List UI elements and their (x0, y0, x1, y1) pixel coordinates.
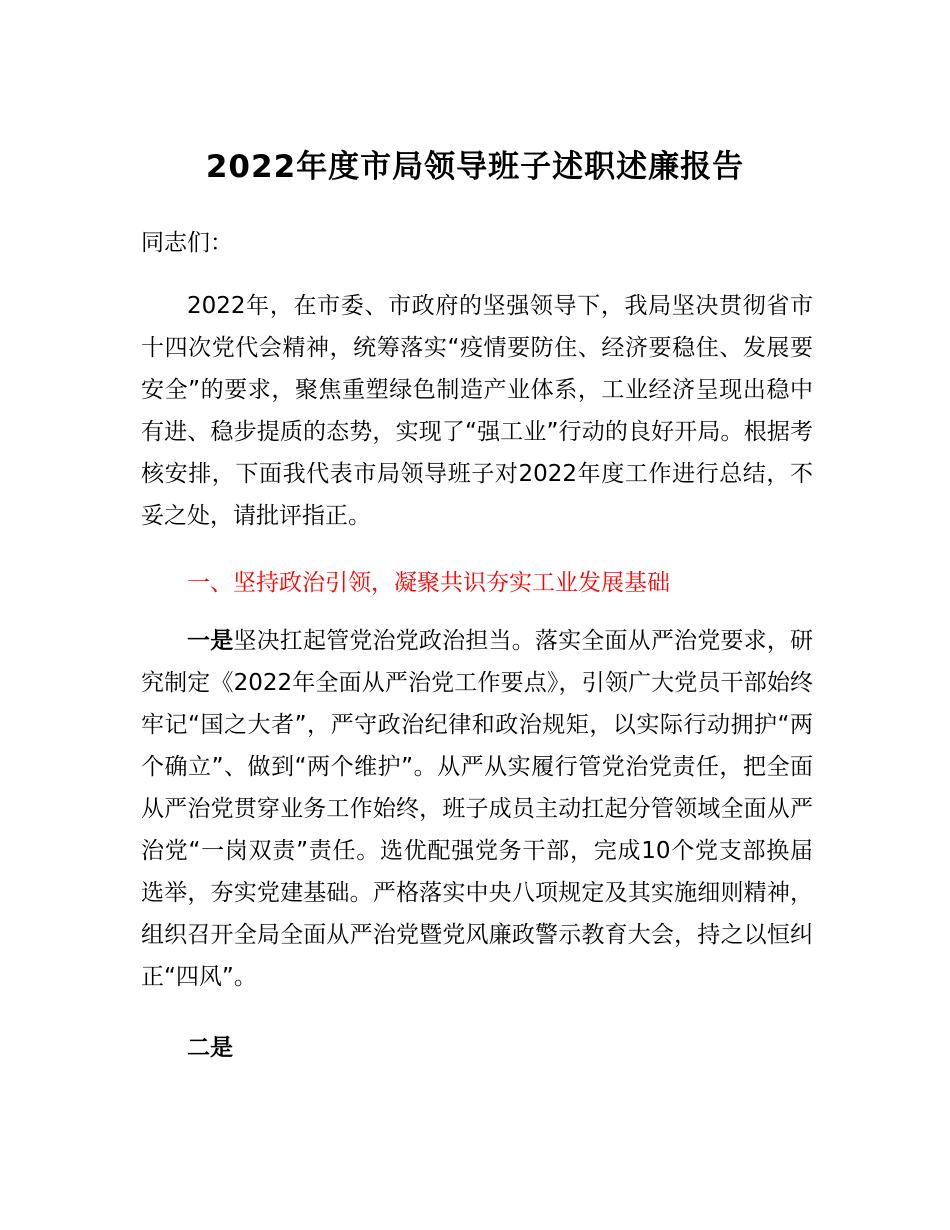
paragraph-point-one (141, 620, 813, 998)
paragraph-point-two (141, 1027, 813, 1069)
document-title: 2022年度市局领导班子述职述廉报告 (205, 149, 745, 185)
paragraph-lead-two: 二是 (187, 1035, 233, 1061)
paragraph-intro: 2022年，在市委、市政府的坚强领导下，我局坚决贯彻省市十四次党代会精神，统筹落实“疫情要防住、经济要稳住、发展要安全”的要求，聚焦重塑绿色制造产业体系，工业经济呈现出稳中有进、稳步提质的态势，实现了“强工业”行动的良好开局。根据考核安排，下面我代表市局领导班子对2022年度工作进行总结，不妥之处，请批评指正。 (141, 293, 813, 529)
paragraph-body-one: 坚决扛起管党治党政治担当。落实全面从严治党要求，研究制定《2022年全面从严治党工作要点》，引领广大党员干部始终牢记“国之大者”，严守政治纪律和政治规矩，以实际行动拥护“两个确立”、做到“两个维护”。从严从实履行管党治党责任，把全面从严治党贯穿业务工作始终，班子成员主动扛起分管领域全面从严治党“一岗双责”责任。选优配强党务干部，完成10个党支部换届选举，夯实党建基础。严格落实中央八项规定及其实施细则精神，组织召开全局全面从严治党暨党风廉政警示教育大会，持之以恒纠正“四风”。 (141, 628, 814, 990)
section-heading-1: 一、坚持政治引领，凝聚共识夯实工业发展基础 (187, 570, 670, 596)
salutation: 同志们： (141, 230, 233, 256)
paragraph-lead-one: 一是 (187, 628, 234, 654)
